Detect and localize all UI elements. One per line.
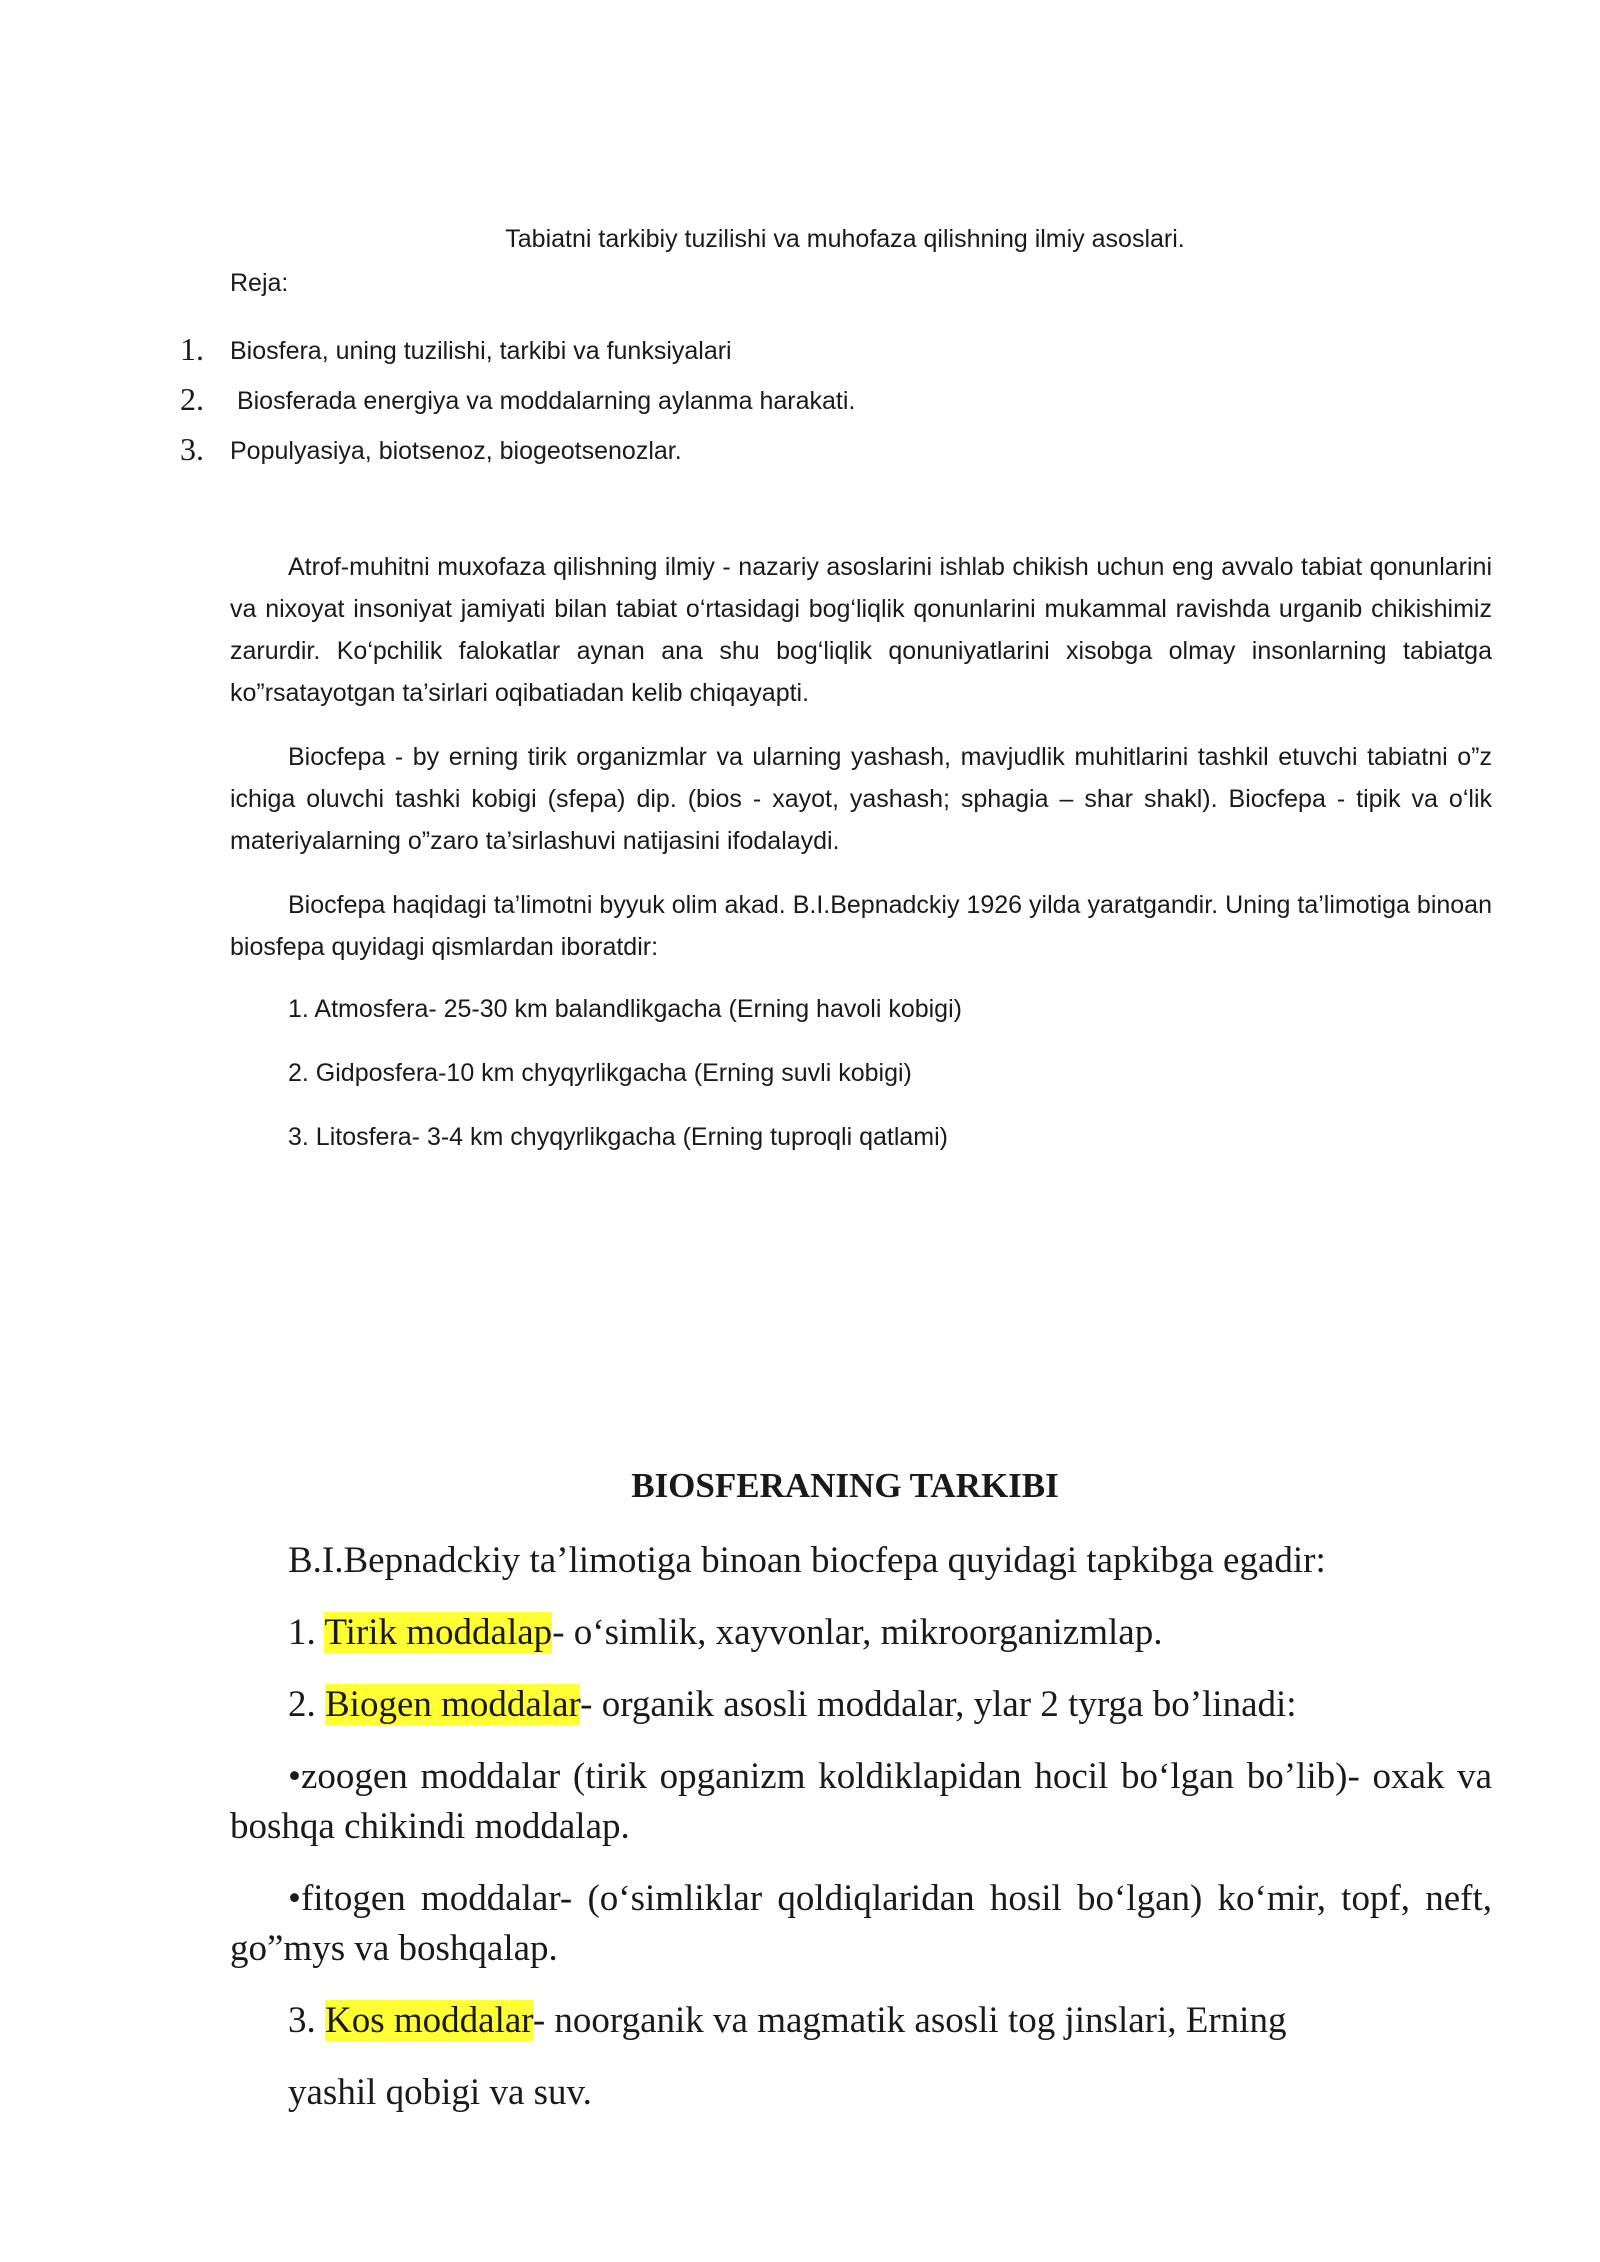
- plan-item-text: Populyasiya, biotsenoz, biogeotsenozlar.: [230, 437, 682, 465]
- composition-item-number: 3.: [288, 2000, 325, 2041]
- composition-item-text: - o‘simlik, xayvonlar, mikroorganizmlap.: [552, 1612, 1163, 1653]
- highlighted-term: Tirik moddalap: [324, 1612, 553, 1653]
- document-title: Tabiatni tarkibiy tuzilishi va muhofaza qilishning ilmiy asoslari.: [505, 225, 1185, 253]
- body-paragraph: Biocfepa - by erning tirik organizmlar va ularning yashash, mavjudlik muhitlarini tashkil etuvchi tabiatni o”z ichiga oluvchi tashki kobigi (sfepa) dip. (bios - xayot, yashash; sphagia – shar shakl). Biocfepa - tipik va o‘lik materiyalarning o”zaro ta’sirlashuvi natijasini ifodalaydi.: [230, 743, 1492, 855]
- composition-item-number: 1.: [288, 1612, 325, 1653]
- composition-item-text: - organik asosli moddalar, ylar 2 tyrga bo’linadi:: [580, 1684, 1297, 1725]
- plan-item-number: 3.: [180, 431, 204, 467]
- composition-item: [288, 1996, 1286, 2046]
- plan-item: [0, 328, 1600, 378]
- plan-item: [0, 428, 1600, 478]
- plan-item-text: Biosfera, uning tuzilishi, tarkibi va funksiyalari: [230, 337, 732, 365]
- sphere-item: 1. Atmosfera- 25-30 km balandlikgacha (Erning havoli kobigi): [288, 995, 962, 1023]
- plan-item-number: 1.: [180, 331, 204, 367]
- plan-list: [0, 328, 1600, 478]
- plan-label: Reja:: [230, 269, 289, 297]
- body-paragraph: Biocfepa haqidagi ta’limotni byyuk olim akad. B.I.Bepnadckiy 1926 yilda yaratgandir. Uning ta’limotiga binoan biosfepa quyidagi qismlardan iboratdir:: [230, 891, 1492, 961]
- body-paragraph: Atrof-muhitni muxofaza qilishning ilmiy - nazariy asoslarini ishlab chikish uchun eng avvalo tabiat qonunlarini va nixoyat insoniyat jamiyati bilan tabiat o‘rtasidagi bog‘liqlik qonunlarini mukammal ravishda urganib chikishimiz zarurdir. Ko‘pchilik falokatlar aynan ana shu bog‘liqlik qonuniyatlarini xisobga olmay insonlarning tabiatga ko”rsatayotgan ta’sirlari oqibatiadan kelib chiqayapti.: [230, 553, 1492, 707]
- section-intro: B.I.Bepnadckiy ta’limotiga binoan biocfepa quyidagi tapkibga egadir:: [288, 1540, 1326, 1581]
- sphere-item: 2. Gidposfera-10 km chyqyrlikgacha (Erning suvli kobigi): [288, 1059, 912, 1087]
- highlighted-term: Biogen moddalar: [325, 1684, 581, 1725]
- composition-item-text: - noorganik va magmatik asosli tog jinslari, Erning: [532, 2000, 1287, 2041]
- plan-item-number: 2.: [180, 381, 204, 417]
- sphere-item: 3. Litosfera- 3-4 km chyqyrlikgacha (Erning tuproqli qatlami): [288, 1123, 948, 1151]
- highlighted-term: Kos moddalar: [325, 2000, 533, 2041]
- plan-item: [0, 378, 1600, 428]
- section-heading: BIOSFERANING TARKIBI: [631, 1466, 1059, 1505]
- bullet-fitogen: •fitogen moddalar- (o‘simliklar qoldiqlaridan hosil bo‘lgan) ko‘mir, topf, neft, go”mys va boshqalap.: [230, 1878, 1492, 1969]
- bullet-zoogen: •zoogen moddalar (tirik opganizm koldiklapidan hocil bo‘lgan bo’lib)- oxak va boshqa chikindi moddalap.: [230, 1756, 1492, 1847]
- composition-item: [288, 1608, 1162, 1658]
- composition-item: [288, 1680, 1297, 1730]
- plan-item-text: Biosferada energiya va moddalarning aylanma harakati.: [230, 387, 856, 415]
- composition-item-continuation: yashil qobigi va suv.: [288, 2072, 592, 2113]
- composition-item-number: 2.: [288, 1684, 325, 1725]
